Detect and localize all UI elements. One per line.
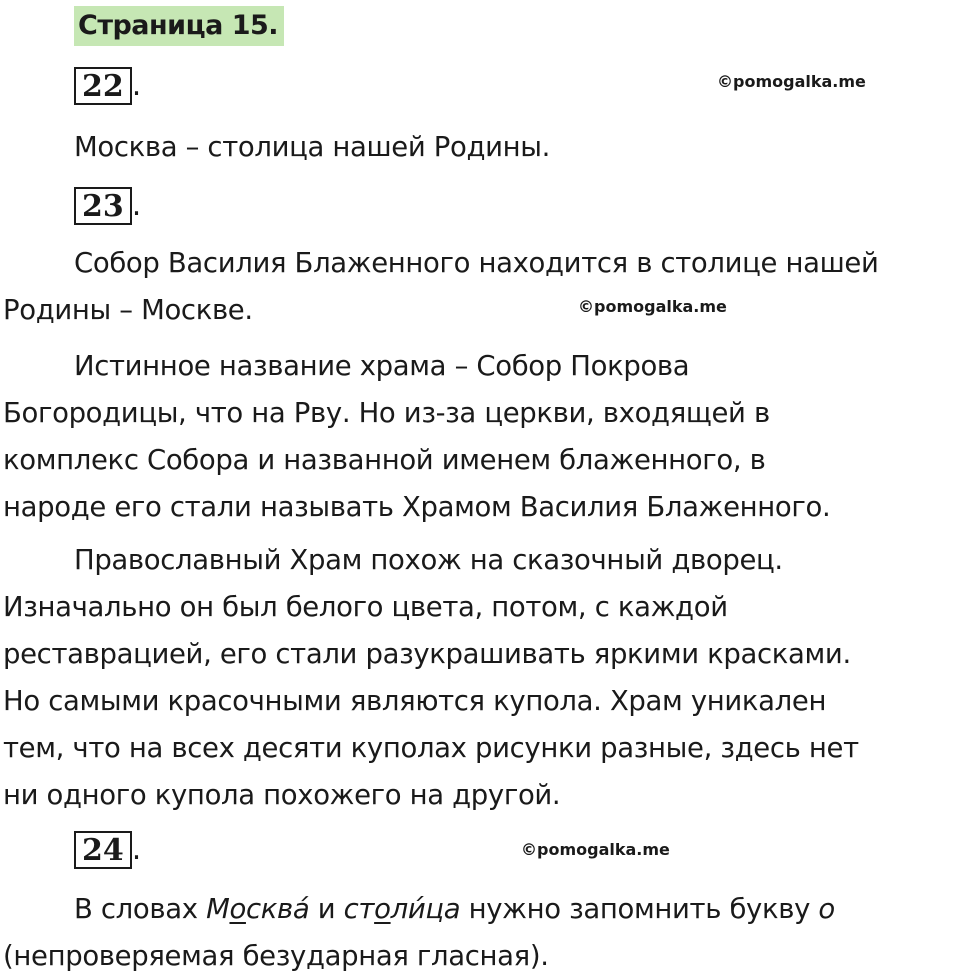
task-23-number: 23 . <box>74 187 141 225</box>
text-line: Изначально он был белого цвета, потом, с каждой <box>3 591 728 623</box>
text-line: Родины – Москве. <box>3 294 253 326</box>
task-22-answer <box>3 124 957 171</box>
text-line: Но самыми красочными являются купола. Храм уникален <box>3 685 827 717</box>
task-24-number: 24 . <box>74 831 141 869</box>
text-line: ни одного купола похожего на другой. <box>3 779 561 811</box>
watermark: ©pomogalka.me <box>717 72 866 91</box>
word-moskva: Москвá <box>206 893 310 925</box>
task-22-number: 22 . <box>74 67 141 105</box>
word-stolitsa: столи́ца <box>343 893 461 925</box>
text-line: В словах Москвá и столи́ца нужно запомнить букву о <box>74 893 835 925</box>
task-number-box: 24 <box>74 831 132 869</box>
text-line: комплекс Собора и названной именем блаженного, в <box>3 444 766 476</box>
text-line: Богородицы, что на Рву. Но из-за церкви, входящей в <box>3 397 770 429</box>
task-23-paragraph-2 <box>3 343 957 531</box>
task-24-answer <box>3 886 957 980</box>
watermark: ©pomogalka.me <box>521 840 670 859</box>
text-line: народе его стали называть Храмом Василия Блаженного. <box>3 491 831 523</box>
text-line: (непроверяемая безударная гласная). <box>3 940 549 972</box>
page-title: Страница 15. <box>74 6 284 46</box>
text-line: Собор Василия Блаженного находится в столице нашей <box>74 247 879 279</box>
letter-o: о <box>818 893 835 925</box>
text-line: Москва – столица нашей Родины. <box>74 131 551 163</box>
text-line: Православный Храм похож на сказочный дворец. <box>74 544 783 576</box>
text-line: Истинное название храма – Собор Покрова <box>74 350 690 382</box>
task-number-box: 23 <box>74 187 132 225</box>
text-line: реставрацией, его стали разукрашивать яркими красками. <box>3 638 851 670</box>
task-23-paragraph-3 <box>3 537 957 819</box>
task-number-box: 22 <box>74 67 132 105</box>
task-23-paragraph-1 <box>3 240 957 334</box>
text-line: тем, что на всех десяти куполах рисунки разные, здесь нет <box>3 732 859 764</box>
watermark: ©pomogalka.me <box>578 297 727 316</box>
